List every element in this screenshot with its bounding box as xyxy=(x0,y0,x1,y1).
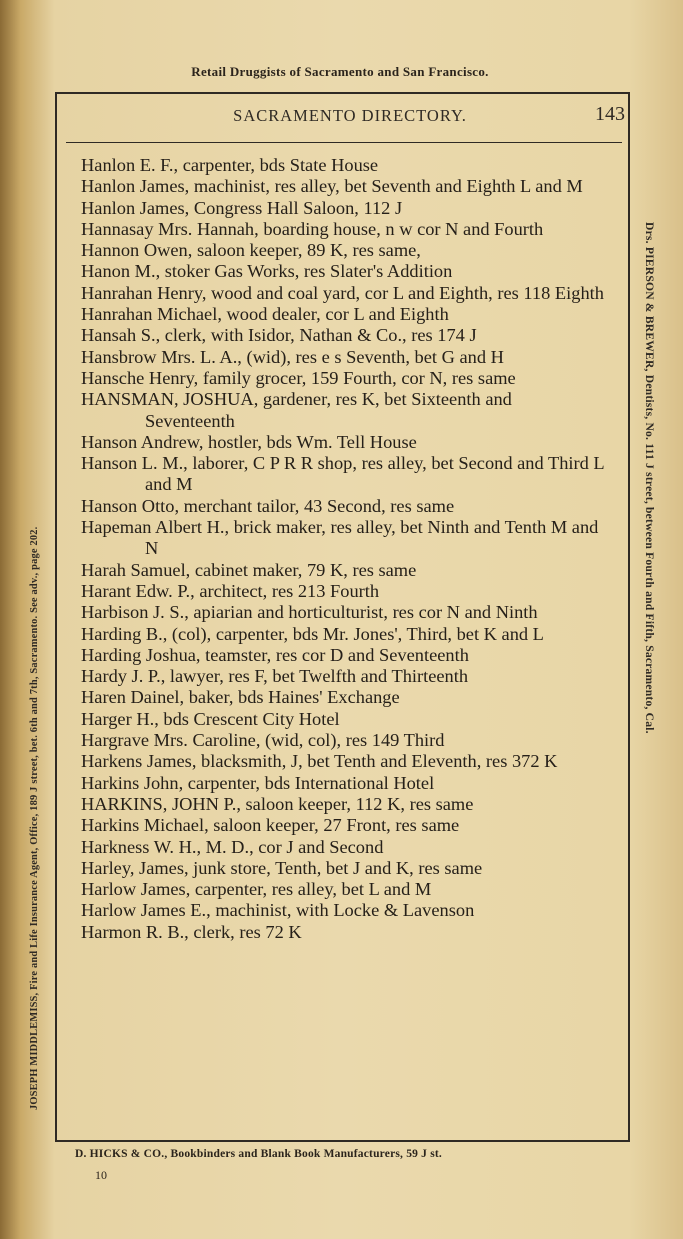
directory-entry: Harkness W. H., M. D., cor J and Second xyxy=(81,836,384,857)
directory-entry: Harlow James, carpenter, res alley, bet L and M xyxy=(81,879,432,900)
directory-entries xyxy=(81,155,606,943)
directory-entry: Hardy J. P., lawyer, res F, bet Twelfth and Thirteenth xyxy=(81,666,469,687)
directory-entry: Hanrahan Michael, wood dealer, cor L and Eighth xyxy=(81,304,449,325)
directory-entry: Hanlon James, machinist, res alley, bet Seventh and Eighth L and M xyxy=(81,176,583,197)
directory-entry: Harant Edw. P., architect, res 213 Fourth xyxy=(81,580,380,601)
directory-entry: Hanlon James, Congress Hall Saloon, 112 J xyxy=(81,197,403,218)
header-rule xyxy=(66,142,622,143)
directory-entry: Hannon Owen, saloon keeper, 89 K, res same, xyxy=(81,240,421,261)
page-title: SACRAMENTO DIRECTORY. xyxy=(233,106,467,125)
directory-entry: Harlow James E., machinist, with Locke & Lavenson xyxy=(81,900,475,921)
directory-entry: Hansah S., clerk, with Isidor, Nathan & Co., res 174 J xyxy=(81,325,477,346)
directory-entry: Hanlon E. F., carpenter, bds State House xyxy=(81,155,379,175)
directory-entry: Harkins Michael, saloon keeper, 27 Front, res same xyxy=(81,815,460,836)
directory-entry: Hanson Otto, merchant tailor, 43 Second, res same xyxy=(81,495,455,516)
directory-entry: Harger H., bds Crescent City Hotel xyxy=(81,708,340,729)
right-margin-advert: Drs. PIERSON & BREWER, Dentists, No. 111 J street, between Fourth and Fifth, Sacramento, Cal. xyxy=(643,222,656,734)
directory-entry: Haren Dainel, baker, bds Haines' Exchange xyxy=(81,687,400,708)
directory-entry: Hansche Henry, family grocer, 159 Fourth, cor N, res same xyxy=(81,367,516,388)
directory-entry: Hargrave Mrs. Caroline, (wid, col), res 149 Third xyxy=(81,730,445,751)
directory-entry: Hanrahan Henry, wood and coal yard, cor L and Eighth, res 118 Eighth xyxy=(81,282,604,303)
directory-entry: Hanon M., stoker Gas Works, res Slater's Addition xyxy=(81,261,453,282)
directory-entry: Hannasay Mrs. Hannah, boarding house, n w cor N and Fourth xyxy=(81,218,544,239)
directory-entry: Harding B., (col), carpenter, bds Mr. Jones', Third, bet K and L xyxy=(81,623,544,644)
directory-entry: Harding Joshua, teamster, res cor D and Seventeenth xyxy=(81,644,469,665)
bottom-advert: D. HICKS & CO., Bookbinders and Blank Book Manufacturers, 59 J st. xyxy=(75,1148,442,1160)
directory-entry: Hapeman Albert H., brick maker, res alley, bet Ninth and Tenth M and N xyxy=(81,517,599,559)
directory-entry: Harbison J. S., apiarian and horticulturist, res cor N and Ninth xyxy=(81,602,538,623)
page-number: 143 xyxy=(595,103,625,125)
left-margin-advert: JOSEPH MIDDLEMISS, Fire and Life Insurance Agent, Office, 189 J street, bet. 6th and 7th, Sacramento. See adv., page 202. xyxy=(29,526,40,1110)
directory-entry: Harmon R. B., clerk, res 72 K xyxy=(81,921,302,942)
directory-entry: Hansbrow Mrs. L. A., (wid), res e s Seventh, bet G and H xyxy=(81,346,504,367)
signature-mark: 10 xyxy=(95,1168,107,1182)
directory-entry: Hanson Andrew, hostler, bds Wm. Tell House xyxy=(81,431,417,452)
directory-entry: Harkens James, blacksmith, J, bet Tenth and Eleventh, res 372 K xyxy=(81,751,558,772)
top-advert: Retail Druggists of Sacramento and San Francisco. xyxy=(191,64,489,79)
directory-entry: HANSMAN, JOSHUA, gardener, res K, bet Sixteenth and Seventeenth xyxy=(81,389,512,431)
directory-entry: Harah Samuel, cabinet maker, 79 K, res same xyxy=(81,559,417,580)
directory-entry: Harley, James, junk store, Tenth, bet J and K, res same xyxy=(81,857,483,878)
directory-entry: Harkins John, carpenter, bds International Hotel xyxy=(81,772,435,793)
directory-entry: HARKINS, JOHN P., saloon keeper, 112 K, res same xyxy=(81,793,474,814)
directory-entry: Hanson L. M., laborer, C P R R shop, res alley, bet Second and Third L and M xyxy=(81,453,604,495)
